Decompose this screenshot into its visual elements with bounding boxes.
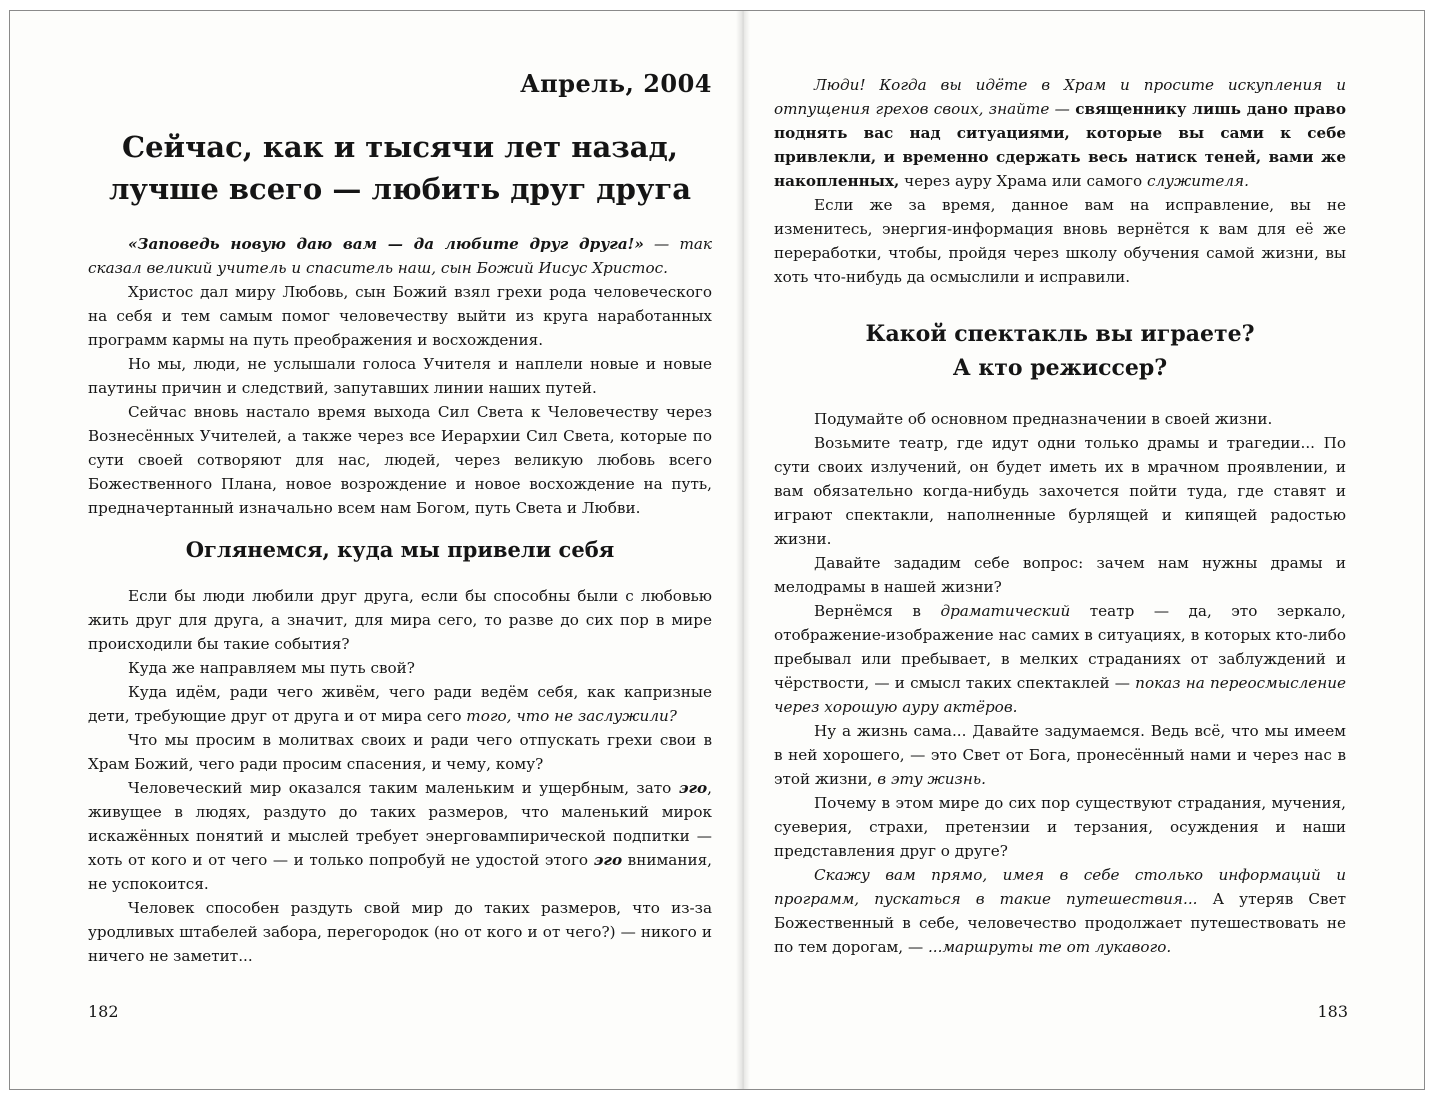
- page-number: 182: [88, 1002, 119, 1021]
- chapter-title-line-2: лучше всего — любить друг друга: [108, 172, 692, 206]
- paragraph: «Заповедь новую даю вам — да любите друг друга!» — так сказал великий учитель и спаситель наш, сын Божий Иисус Христос.: [88, 235, 713, 277]
- paragraph: Люди! Когда вы идёте в Храм и просите искупления и отпущения грехов своих, знайте — священнику лишь дано право поднять вас над ситуациями, которые вы сами к себе привлекли, и временно сдержать весь натиск теней, вами же накопленных, через ауру Храма или самого служителя.: [774, 76, 1346, 190]
- section-title: [774, 317, 1346, 385]
- book-gutter: [736, 11, 750, 1089]
- paragraph: Почему в этом мире до сих пор существуют страдания, мучения, суеверия, страхи, претензии и терзания, осуждения и наши представления друг о друге?: [774, 794, 1346, 860]
- left-page: [10, 11, 738, 1089]
- paragraph: Куда же направляем мы путь свой?: [128, 659, 415, 677]
- paragraph: Человек способен раздуть свой мир до таких размеров, что из-за уродливых штабелей забора, перегородок (но от кого и от чего?) — никого и ничего не заметит...: [88, 899, 712, 965]
- paragraph: Вернёмся в драматический театр — да, это зеркало, отображение-изображение нас самих в ситуациях, в которых кто-либо пребывал или пребывает, в мелких страданиях от заблуждений и чёрствости, — и смысл таких спектаклей — показ на переосмысление через хорошую ауру актёров.: [774, 602, 1347, 716]
- paragraph: Христос дал миру Любовь, сын Божий взял грехи рода человеческого на себя и тем самым помог человечеству выйти из круга наработанных программ кармы на путь преображения и восхождения.: [88, 283, 712, 349]
- section-title-line-1: Какой спектакль вы играете?: [865, 321, 1255, 347]
- book-spread: [9, 10, 1425, 1090]
- section-title: Оглянемся, куда мы привели себя: [185, 537, 615, 562]
- paragraph: Давайте зададим себе вопрос: зачем нам нужны драмы и мелодрамы в нашей жизни?: [774, 554, 1346, 596]
- paragraph: Скажу вам прямо, имея в себе столько информаций и программ, пускаться в такие путешествия... А утеряв Свет Божественный в себе, человечество продолжает путешествовать не по тем дорогам, — ...маршруты те от лукавого.: [774, 866, 1346, 956]
- paragraph: Подумайте об основном предназначении в своей жизни.: [814, 410, 1273, 428]
- chapter-title-line-1: Сейчас, как и тысячи лет назад,: [122, 130, 678, 164]
- chapter-title: [88, 126, 712, 210]
- paragraph: Если бы люди любили друг друга, если бы способны были с любовью жить друг для друга, а значит, для мира сего, то разве до сих пор в мире происходили бы такие события?: [88, 587, 712, 653]
- paragraph: Если же за время, данное вам на исправление, вы не изменитесь, энергия-информация вновь вернётся к вам для её же переработки, чтобы, пройдя через школу обучения самой жизни, вы хоть что-нибудь да осмыслили и исправили.: [774, 196, 1346, 286]
- paragraph: Ну а жизнь сама... Давайте задумаемся. Ведь всё, что мы имеем в ней хорошего, — это Свет от Бога, пронесённый нами и через нас в этой жизни, в эту жизнь.: [774, 722, 1346, 788]
- paragraph: Возьмите театр, где идут одни только драмы и трагедии... По сути своих излучений, он будет иметь их в мрачном проявлении, и вам обязательно когда-нибудь захочется пойти туда, где ставят и играют спектакли, наполненные бурлящей и кипящей радостью жизни.: [774, 434, 1346, 548]
- paragraph: Куда идём, ради чего живём, чего ради ведём себя, как капризные дети, требующие друг от друга и от мира сего того, что не заслужили?: [88, 683, 712, 725]
- paragraph: Но мы, люди, не услышали голоса Учителя и наплели новые и новые паутины причин и следствий, запутавших линии наших путей.: [88, 355, 712, 397]
- paragraph: Сейчас вновь настало время выхода Сил Света к Человечеству через Вознесённых Учителей, а также через все Иерархии Сил Света, которые по сути своей сотворяют для нас, людей, через великую любовь всего Божественного Плана, новое возрождение и новое восхождение на путь, предначертанный изначально всем нам Богом, путь Света и Любви.: [88, 403, 712, 517]
- right-page: [754, 11, 1425, 1089]
- page-number: 183: [1317, 1002, 1348, 1021]
- section-title-line-2: А кто режиссер?: [952, 355, 1168, 381]
- commandment-quote: «Заповедь новую даю вам — да любите друг друга!»: [128, 235, 644, 253]
- chapter-date: Апрель, 2004: [520, 69, 712, 98]
- paragraph: Что мы просим в молитвах своих и ради чего отпускать грехи свои в Храм Божий, чего ради просим спасения, и чему, кому?: [88, 731, 712, 773]
- paragraph: Человеческий мир оказался таким маленьким и ущербным, зато эго, живущее в людях, раздуто до таких размеров, что маленький мирок искажённых понятий и мыслей требует энерговампирической подпитки — хоть от кого и от чего — и только попробуй не удостой этого эго внимания, не успокоится.: [88, 779, 712, 893]
